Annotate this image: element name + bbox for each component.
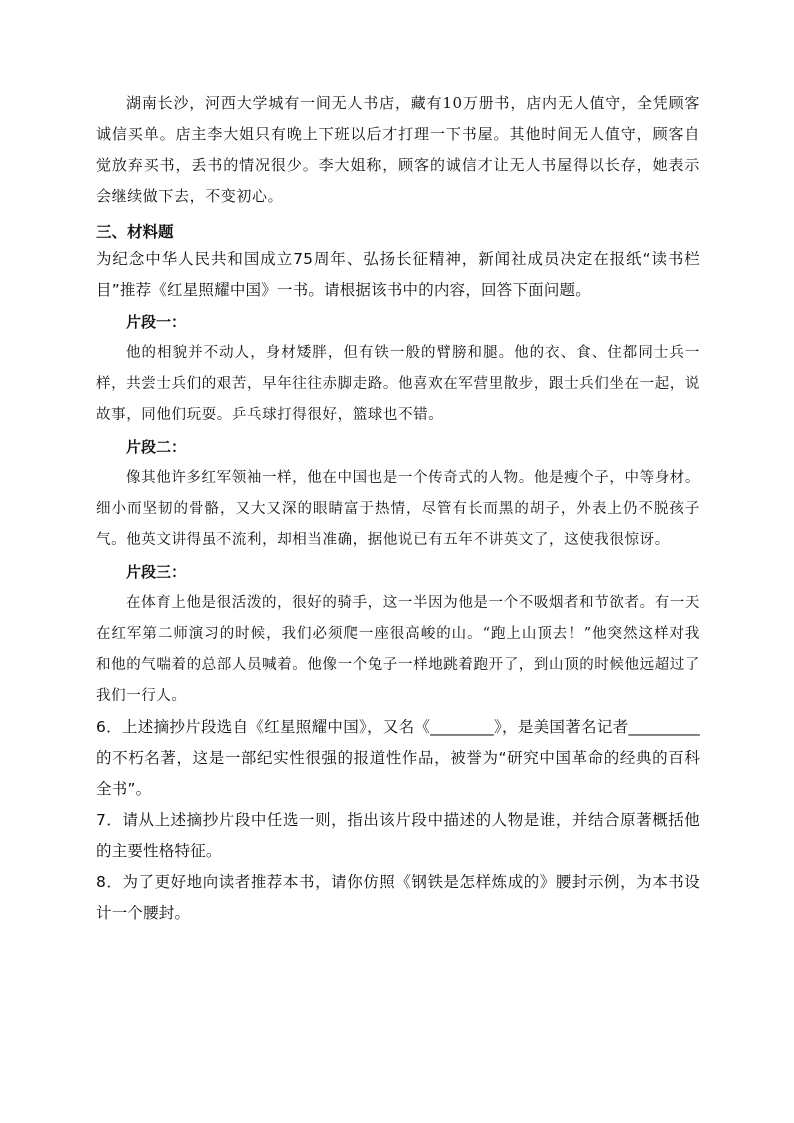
fragment-3 <box>96 556 700 712</box>
fragment-text: 像其他许多红军领袖一样，他在中国也是一个传奇式的人物。他是瘦个子，中等身材。细小而坚韧的骨骼，又大又深的眼睛富于热情，尽管有长而黑的胡子，外表上仍不脱孩子气。他英文讲得虽不流利，却相当准确，据他说已有五年不讲英文了，这使我很惊讶。 <box>96 470 700 548</box>
intro-paragraph: 湖南长沙，河西大学城有一间无人书店，藏有10万册书，店内无人值守，全凭顾客诚信买单。店主李大姐只有晚上下班以后才打理一下书屋。其他时间无人值守，顾客自觉放弃买书，丢书的情况很少。李大姐称，顾客的诚信才让无人书屋得以长存，她表示会继续做下去，不变初心。 <box>96 94 700 205</box>
fragment-text: 他的相貌并不动人，身材矮胖，但有铁一般的臂膀和腿。他的衣、食、住都同士兵一样，共尝士兵们的艰苦，早年往往赤脚走路。他喜欢在军营里散步，跟士兵们坐在一起，说故事，同他们玩耍。乒乓球打得很好，篮球也不错。 <box>96 345 700 423</box>
fragment-label: 片段一： <box>126 313 187 331</box>
fragment-label: 片段二： <box>126 438 187 456</box>
section-intro: 为纪念中华人民共和国成立75周年、弘扬长征精神，新闻社成员决定在报纸“读书栏目”推荐《红星照耀中国》一书。请根据该书中的内容，回答下面问题。 <box>96 250 700 299</box>
fragment-1 <box>96 306 700 431</box>
question-8: 8．为了更好地向读者推荐本书，请你仿照《钢铁是怎样炼成的》腰封示例，为本书设计一个腰封。 <box>96 873 700 922</box>
fragment-2 <box>96 431 700 556</box>
question-6: 6．上述摘抄片段选自《红星照耀中国》，又名《________》，是美国著名记者_________的不朽名著，这是一部纪实性很强的报道性作品，被誉为“研究中国革命的经典的百科全书”。 <box>96 718 700 798</box>
document-page <box>96 88 700 929</box>
fragment-text: 在体育上他是很活泼的，很好的骑手，这一半因为他是一个不吸烟者和节欲者。有一天在红军第二师演习的时候，我们必须爬一座很高峻的山。“跑上山顶去！”他突然这样对我和他的气喘着的总部人员喊着。他像一个兔子一样地跳着跑开了，到山顶的时候他远超过了我们一行人。 <box>96 595 700 704</box>
fragment-label: 片段三： <box>126 563 187 581</box>
section-title: 三、材料题 <box>96 223 174 241</box>
question-7: 7．请从上述摘抄片段中任选一则，指出该片段中描述的人物是谁，并结合原著概括他的主要性格特征。 <box>96 811 700 860</box>
